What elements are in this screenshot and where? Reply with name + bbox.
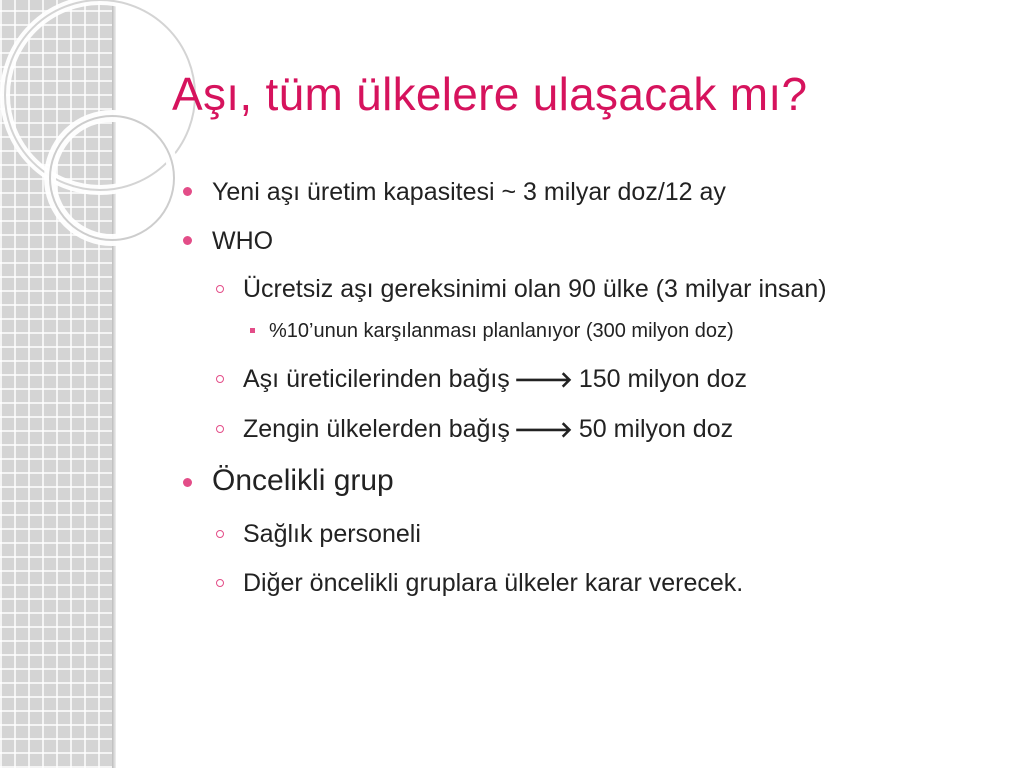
arrow-right-icon: 🡒: [513, 418, 573, 443]
rich-donation-label: Zengin ülkelerden bağış: [243, 415, 510, 443]
bullet-square-icon: [250, 328, 255, 333]
bullet-ring-icon: [216, 375, 224, 383]
bullet-rich-countries-donation: [243, 413, 733, 447]
bullet-dot-icon: [183, 236, 192, 245]
bullet-ring-icon: [216, 285, 224, 293]
bullet-dot-icon: [183, 187, 192, 196]
bullet-priority-group: Öncelikli grup: [212, 464, 394, 497]
arrow-right-icon: 🡒: [513, 368, 573, 393]
manufacturer-donation-value: 150 milyon doz: [578, 365, 747, 393]
bullet-capacity: Yeni aşı üretim kapasitesi ~ 3 milyar doz/12 ay: [212, 178, 726, 206]
rich-donation-value: 50 milyon doz: [578, 415, 734, 443]
bullet-ring-icon: [216, 425, 224, 433]
bullet-health-personnel: Sağlık personeli: [243, 520, 421, 548]
bullet-who: WHO: [212, 227, 274, 255]
slide-title: Aşı, tüm ülkelere ulaşacak mı?: [172, 68, 808, 120]
bullet-manufacturer-donation: [243, 363, 747, 397]
bullet-ten-percent: %10’unun karşılanması planlanıyor (300 milyon doz): [269, 320, 734, 342]
bullet-free-vaccine: Ücretsiz aşı gereksinimi olan 90 ülke (3 milyar insan): [243, 275, 827, 303]
bullet-other-priority-groups: Diğer öncelikli gruplara ülkeler karar verecek.: [243, 569, 744, 597]
bullet-dot-icon: [183, 478, 192, 487]
bullet-ring-icon: [216, 579, 224, 587]
bullet-ring-icon: [216, 530, 224, 538]
manufacturer-donation-label: Aşı üreticilerinden bağış: [243, 365, 510, 393]
